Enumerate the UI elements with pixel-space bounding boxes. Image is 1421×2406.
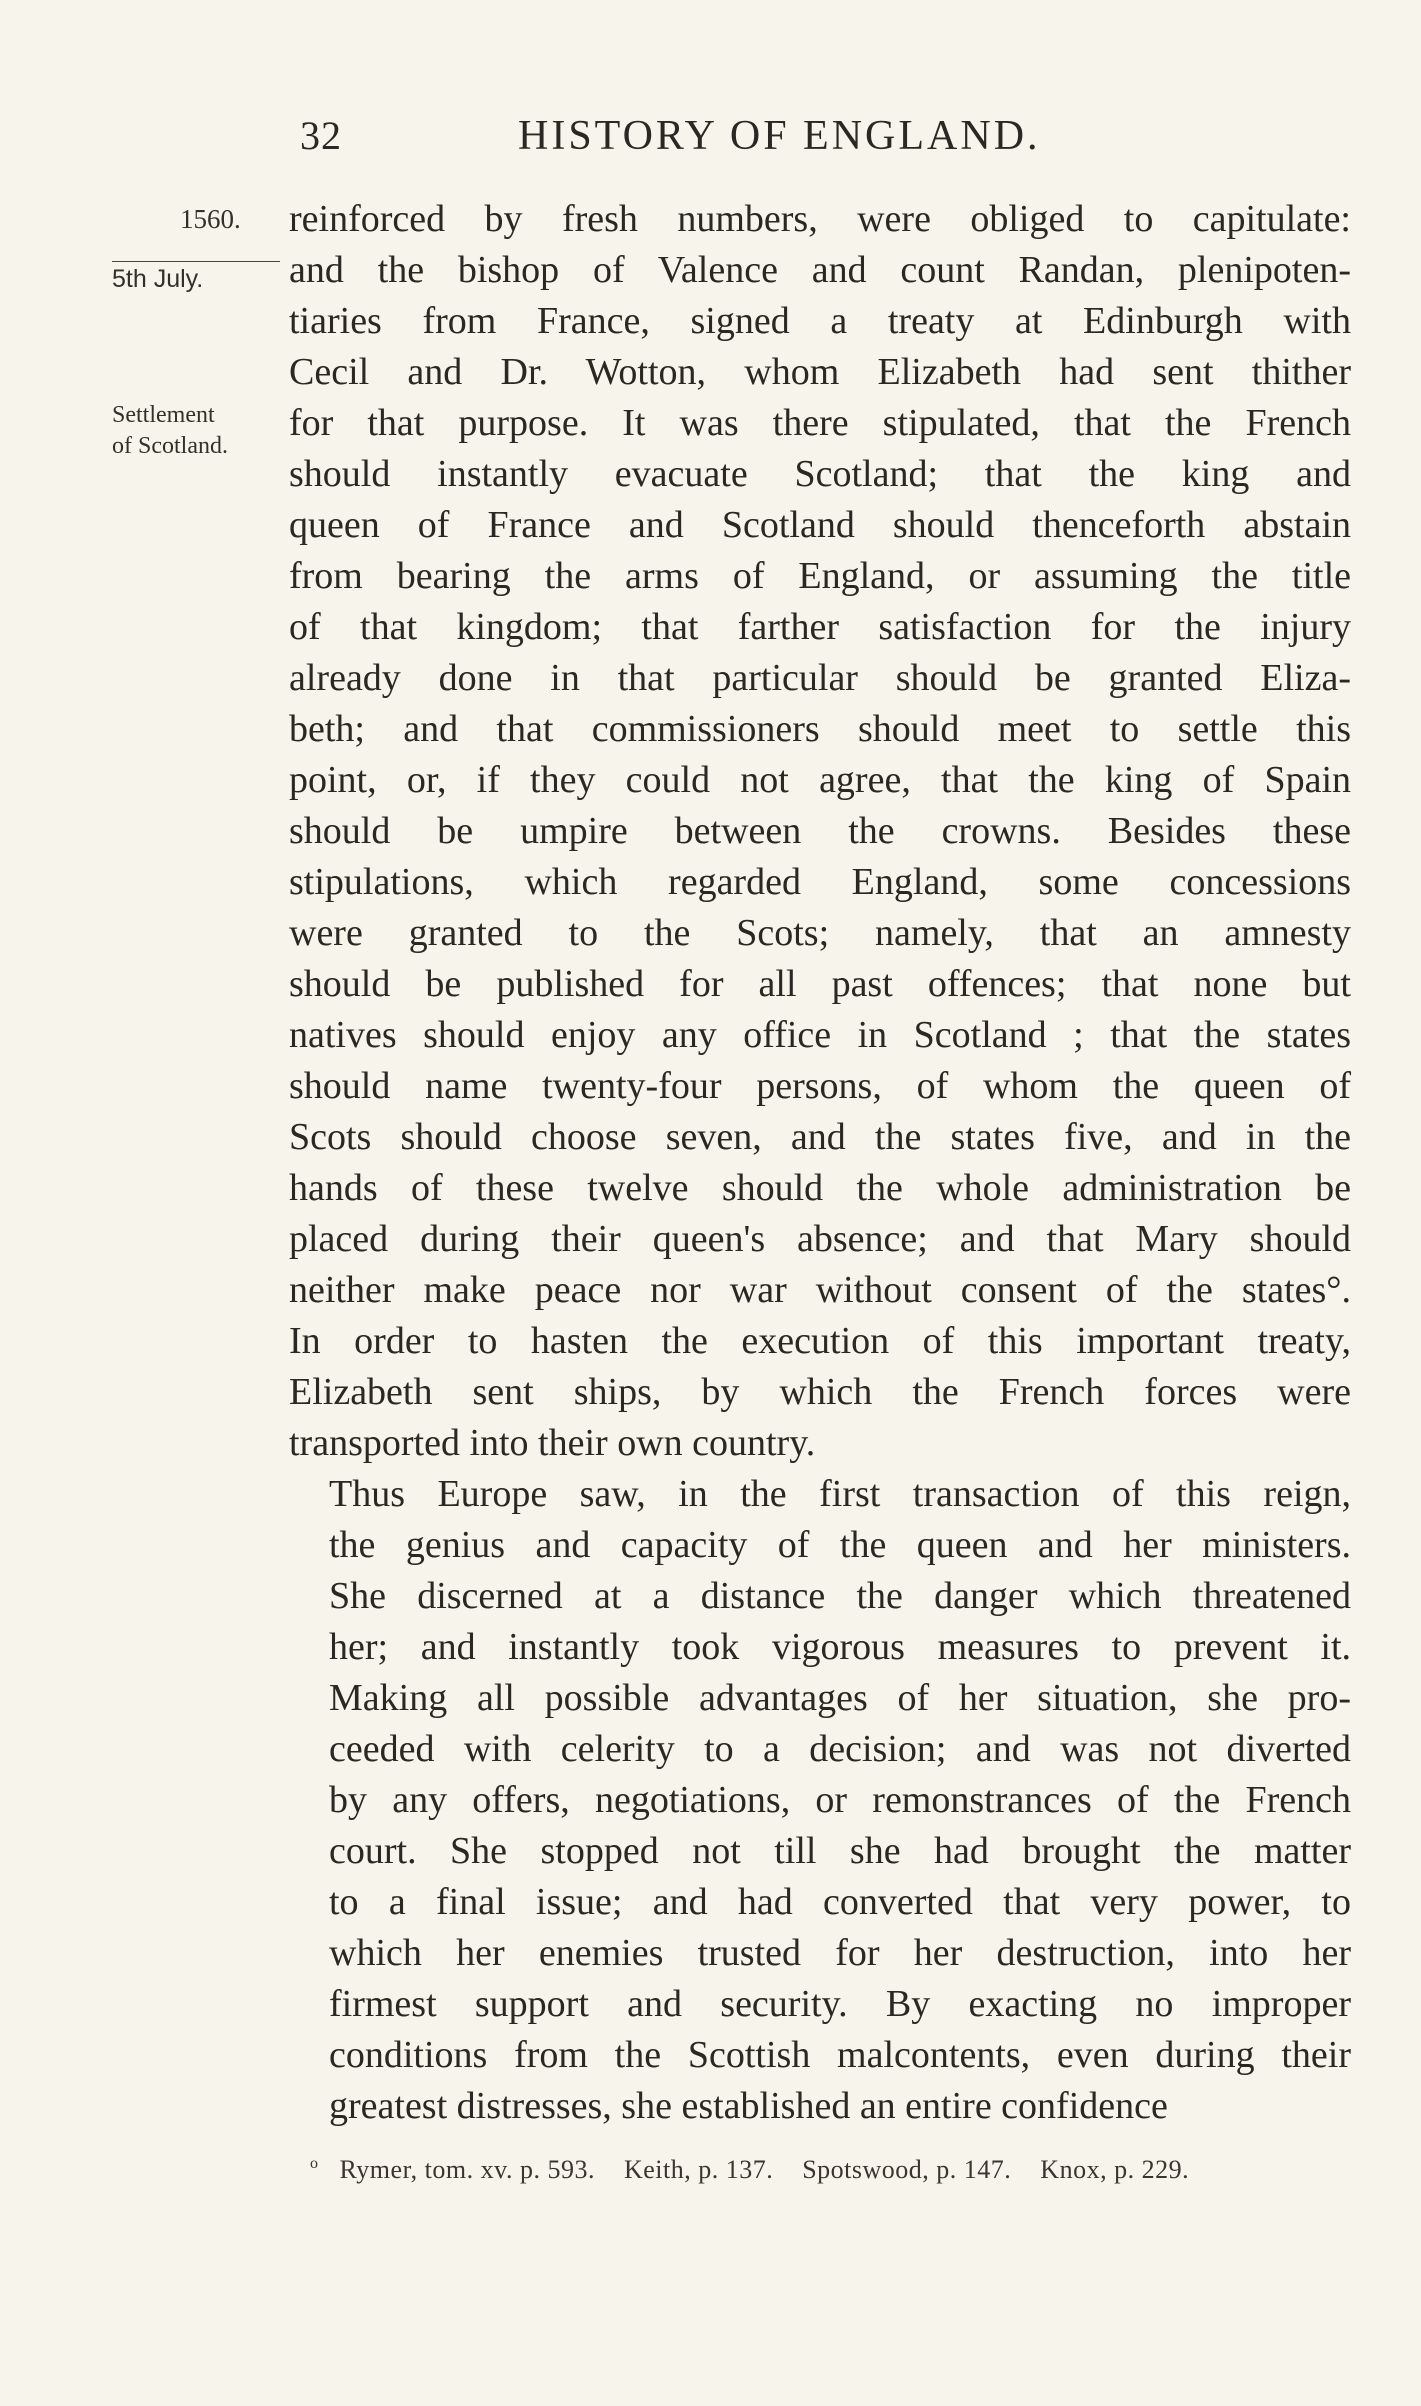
text-line: neither make peace nor war without consent of the states°. [289, 1269, 1351, 1311]
text-line: which her enemies trusted for her destruction, into her [329, 1932, 1351, 1974]
footnote-marker: o [310, 2155, 319, 2172]
text-line: should instantly evacuate Scotland; that the king and [289, 453, 1351, 495]
text-line: court. She stopped not till she had brought the matter [329, 1830, 1351, 1872]
text-line: should name twenty-four persons, of whom the queen of [289, 1065, 1351, 1107]
text-line: Cecil and Dr. Wotton, whom Elizabeth had sent thither [289, 351, 1351, 393]
text-line: reinforced by fresh numbers, were obliged to capitulate: [289, 198, 1351, 240]
footnote-citation: Spotswood, p. 147. [802, 2154, 1012, 2184]
text-line: hands of these twelve should the whole administration be [289, 1167, 1351, 1209]
text-line: stipulations, which regarded England, some concessions [289, 861, 1351, 903]
text-line: Thus Europe saw, in the first transaction of this reign, [329, 1473, 1351, 1515]
margin-year: 1560. [180, 204, 241, 234]
text-line: greatest distresses, she established an entire confidence [329, 2085, 1168, 2127]
text-line: the genius and capacity of the queen and her ministers. [329, 1524, 1351, 1566]
text-line: Making all possible advantages of her situation, she pro- [329, 1677, 1351, 1719]
text-line: by any offers, negotiations, or remonstrances of the French [329, 1779, 1351, 1821]
text-line: already done in that particular should be granted Eliza- [289, 657, 1351, 699]
text-line: conditions from the Scottish malcontents, even during their [329, 2034, 1351, 2076]
text-line: should be umpire between the crowns. Besides these [289, 810, 1351, 852]
text-line: placed during their queen's absence; and that Mary should [289, 1218, 1351, 1260]
text-line: In order to hasten the execution of this important treaty, [289, 1320, 1351, 1362]
text-line: for that purpose. It was there stipulated, that the French [289, 402, 1351, 444]
text-line: transported into their own country. [289, 1422, 816, 1464]
text-line: tiaries from France, signed a treaty at Edinburgh with [289, 300, 1351, 342]
body-text [289, 194, 1351, 2132]
text-line: to a final issue; and had converted that very power, to [329, 1881, 1351, 1923]
text-line: Scots should choose seven, and the states five, and in the [289, 1116, 1351, 1158]
margin-rule [112, 261, 280, 262]
paragraph [289, 194, 1351, 1469]
page-header [290, 112, 1350, 172]
paragraph [289, 1469, 1351, 2132]
margin-date: 5th July. [112, 265, 204, 293]
text-line: beth; and that commissioners should meet to settle this [289, 708, 1351, 750]
text-line: firmest support and security. By exacting no improper [329, 1983, 1351, 2025]
footnote-citation: Keith, p. 137. [623, 2154, 774, 2184]
text-line: Elizabeth sent ships, by which the French forces were [289, 1371, 1351, 1413]
text-line: of that kingdom; that farther satisfaction for the injury [289, 606, 1351, 648]
text-line: were granted to the Scots; namely, that an amnesty [289, 912, 1351, 954]
running-title: HISTORY OF ENGLAND. [518, 113, 1041, 159]
footnote-citation: Knox, p. 229. [1040, 2154, 1190, 2184]
footnote [310, 2148, 1350, 2186]
text-line: point, or, if they could not agree, that the king of Spain [289, 759, 1351, 801]
text-line: ceeded with celerity to a decision; and was not diverted [329, 1728, 1351, 1770]
margin-settlement-note [112, 400, 228, 462]
page-number: 32 [300, 113, 342, 158]
text-line: and the bishop of Valence and count Randan, plenipoten- [289, 249, 1351, 291]
text-line: queen of France and Scotland should thenceforth abstain [289, 504, 1351, 546]
text-line: natives should enjoy any office in Scotland ; that the states [289, 1014, 1351, 1056]
margin-settlement-line: Settlement [112, 402, 215, 428]
text-line: She discerned at a distance the danger which threatened [329, 1575, 1351, 1617]
text-line: should be published for all past offences; that none but [289, 963, 1351, 1005]
text-line: her; and instantly took vigorous measures to prevent it. [329, 1626, 1351, 1668]
text-line: from bearing the arms of England, or assuming the title [289, 555, 1351, 597]
footnote-citation: Rymer, tom. xv. p. 593. [339, 2154, 595, 2184]
margin-settlement-line: of Scotland. [112, 433, 228, 459]
